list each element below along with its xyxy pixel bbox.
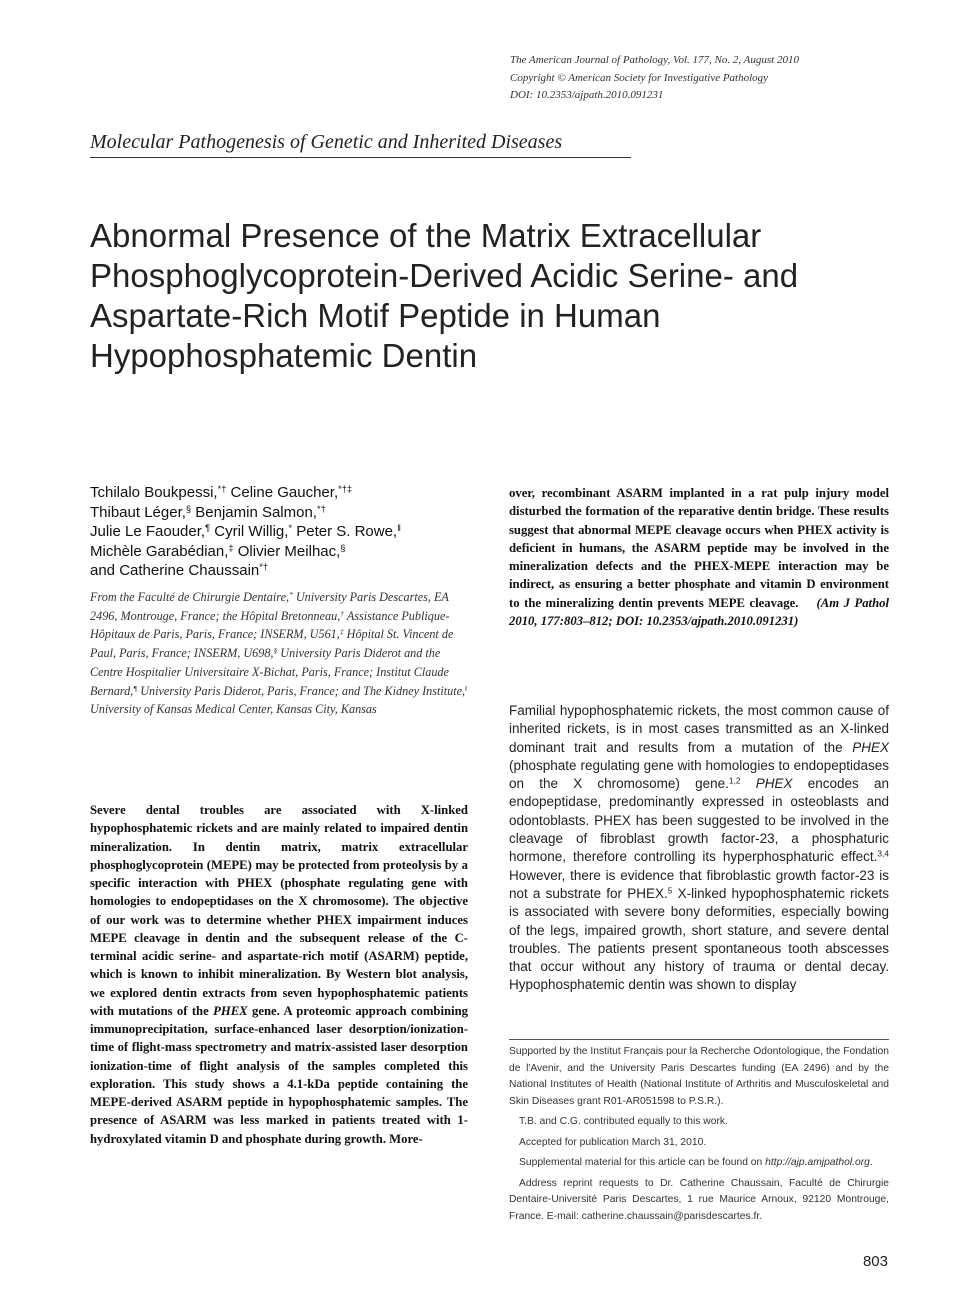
supplemental-link[interactable]: http://ajp.amjpathol.org	[765, 1157, 870, 1168]
author-marker: *†	[316, 503, 326, 514]
author-name: Cyril Willig,	[214, 523, 289, 540]
supplemental-text: Supplemental material for this article can be found on	[519, 1157, 766, 1168]
intro-text: encodes an endopeptidase, predominantly expressed in osteoblasts and odontoblasts. PHEX has been suggested to be involved in the cleavage of fibroblast growth factor-23, a phosphaturic hormone, therefore controlling its hyperphosphaturic effect.	[509, 776, 889, 865]
affiliation-marker: ‖	[465, 683, 468, 693]
author-marker: ¶	[205, 522, 211, 533]
abstract-text: over, recombinant ASARM implanted in a rat pulp injury model disturbed the formation of the reparative dentin bridge. These results suggest that abnormal MEPE cleavage occurs when PHEX activity is deficient in humans, the ASARM peptide may be involved in the mineralization defects and the PHEX-MEPE interaction may be indirect, as ensuring a better phosphate and vitamin D environment to the mineralizing dentin prevents MEPE cleavage.	[509, 486, 889, 610]
affiliation-marker: †	[340, 608, 345, 618]
intro-text: Familial hypophosphatemic rickets, the most common cause of inherited rickets, is in most cases transmitted as an X-linked dominant trait and results from a mutation of the	[509, 703, 889, 755]
author-name: and Catherine Chaussain	[90, 562, 260, 579]
abstract-right-column	[509, 484, 889, 630]
equal-contribution-note: T.B. and C.G. contributed equally to this work.	[519, 1116, 728, 1127]
intro-gene-name: PHEX	[852, 739, 889, 755]
journal-copyright: Copyright © American Society for Investigative Pathology	[510, 71, 769, 84]
affiliation-text: Hôpital St. Vincent de Paul, Paris, France; INSERM, U698,	[90, 627, 454, 661]
author-name: Olivier Meilhac,	[237, 542, 341, 560]
affiliations	[90, 588, 468, 719]
acceptance-note: Accepted for publication March 31, 2010.	[519, 1136, 707, 1148]
supplemental-note	[509, 1155, 889, 1172]
author-name: Peter S. Rowe,	[296, 523, 398, 540]
affiliation-marker: ‡	[339, 627, 344, 637]
author-name: Thibaut Léger,	[90, 503, 186, 521]
page-number: 803	[862, 1253, 888, 1270]
intro-text: However, there is evidence that fibroblastic growth factor-23 is not a substrate for PHEX.	[509, 867, 889, 901]
author-marker: ‖	[397, 522, 401, 533]
section-heading: Molecular Pathogenesis of Genetic and Inherited Diseases	[90, 131, 563, 153]
footnotes	[509, 1044, 889, 1229]
author-marker: *	[288, 522, 293, 533]
author-name: Tchilalo Boukpessi,	[90, 484, 218, 501]
author-name: Julie Le Faouder,	[90, 523, 206, 540]
abstract-gene-name: PHEX	[213, 1003, 248, 1018]
journal-doi: DOI: 10.2353/ajpath.2010.091231	[510, 89, 664, 101]
reference-marker: 1,2	[728, 775, 741, 786]
abstract-citation: (Am J Pathol 2010, 177:803–812; DOI: 10.2353/ajpath.2010.091231)	[509, 595, 890, 628]
supplemental-end: .	[869, 1157, 873, 1168]
intro-text: X-linked hypophosphatemic rickets is associated with severe bony deformities, especially bowing of the legs, impaired growth, short stature, and severe dental troubles. The patients present spontaneous tooth abscesses that occur without any history of trauma or dental decay. Hypophosphatemic dentin was shown to display	[509, 885, 890, 993]
journal-citation: The American Journal of Pathology, Vol. 177, No. 2, August 2010	[510, 54, 799, 66]
article-title: Abnormal Presence of the Matrix Extracellular Phosphoglycoprotein-Derived Acidic Serine- and Aspartate-Rich Motif Peptide in Human Hypophosphatemic Dentin	[90, 217, 799, 374]
introduction-paragraph	[509, 702, 889, 995]
author-marker: *†‡	[338, 483, 353, 494]
author-line	[90, 483, 480, 503]
author-name: Celine Gaucher,	[230, 484, 339, 501]
abstract-text: Severe dental troubles are associated with X-linked hypophosphatemic rickets and are mainly related to impaired dentin mineralization. In dentin matrix, matrix extracellular phosphoglycoprotein (MEPE) may be protected from proteolysis by a specific interaction with PHEX (phosphate regulating gene with homologies to endopeptidases on the X chromosome). The objective of our work was to determine whether PHEX impairment induces MEPE cleavage in dentin and the subsequent release of the C-terminal acidic serine- and aspartate-rich motif (ASARM) peptide, which is known to inhibit mineralization. By Western blot analysis, we explored dentin extracts from seven hypophosphatemic patients with mutations of the	[90, 803, 468, 1018]
reference-marker: 3,4	[877, 848, 889, 859]
footnote-divider	[509, 1039, 889, 1040]
author-line	[90, 561, 480, 581]
affiliation-marker: §	[273, 645, 278, 655]
author-marker: §	[185, 503, 192, 514]
author-marker: §	[340, 542, 346, 553]
author-line	[90, 503, 480, 523]
affiliation-text: University of Kansas Medical Center, Kansas City, Kansas	[90, 702, 377, 717]
author-marker: ‡	[228, 542, 234, 553]
author-line	[90, 542, 480, 562]
reprint-note: Address reprint requests to Dr. Catherine Chaussain, Faculté de Chirurgie Dentaire-Université Paris Descartes, 1 rue Maurice Arnoux, 92120 Montrouge, France. E-mail: catherine.chaussain@parisdescartes.fr.	[509, 1177, 889, 1222]
intro-gene-name: PHEX	[755, 776, 793, 792]
author-name: Benjamin Salmon,	[195, 503, 317, 521]
affiliation-text: University Paris Descartes, EA 2496, Montrouge, France; the Hôpital Bretonneau,	[90, 590, 449, 623]
journal-info	[510, 52, 930, 105]
author-list	[90, 483, 480, 581]
affiliation-text: University Paris Diderot, Paris, France; and The Kidney Institute,	[137, 683, 466, 698]
abstract-text: gene. A proteomic approach combining immunoprecipitation, surface-enhanced laser desorption/ionization-time of flight-mass spectrometry and matrix-assisted laser desorption ionization-time of flight analysis of the samples completed this exploration. This study shows a 4.1-kDa peptide containing the MEPE-derived ASARM peptide in hypophosphatemic samples. The presence of ASARM was less marked in patients treated with 1-hydroxylated vitamin D and phosphate during growth. More-	[90, 1003, 468, 1146]
funding-note: Supported by the Institut Français pour la Recherche Odontologique, the Fondation de l'Avenir, and the University Paris Descartes funding (EA 2496) and by the National Institutes of Health (National Institute of Arthritis and Musculoskeletal and Skin Diseases grant R01-AR051598 to P.S.R.).	[509, 1046, 889, 1107]
intro-text: (phosphate regulating gene with homologies to endopeptidases on the X chromosome) gene.	[509, 757, 889, 792]
reference-marker: 5	[667, 885, 673, 896]
affiliation-text: University Paris Diderot and the Centre Hospitalier Universitaire X-Bichat, Paris, France; Institut Claude Bernard,	[90, 646, 449, 698]
author-marker: *†	[259, 561, 269, 572]
author-name: Michèle Garabédian,	[90, 542, 229, 560]
author-marker: *†	[217, 483, 227, 494]
abstract-left-column	[90, 801, 468, 1148]
author-line	[90, 522, 480, 542]
affiliation-text: Assistance Publique-Hôpitaux de Paris, Paris, France; INSERM, U561,	[90, 608, 450, 642]
section-divider	[90, 157, 631, 158]
affiliation-marker: *	[289, 589, 293, 599]
affiliation-text: From the Faculté de Chirurgie Dentaire,	[90, 590, 290, 604]
affiliation-marker: ¶	[133, 683, 138, 693]
